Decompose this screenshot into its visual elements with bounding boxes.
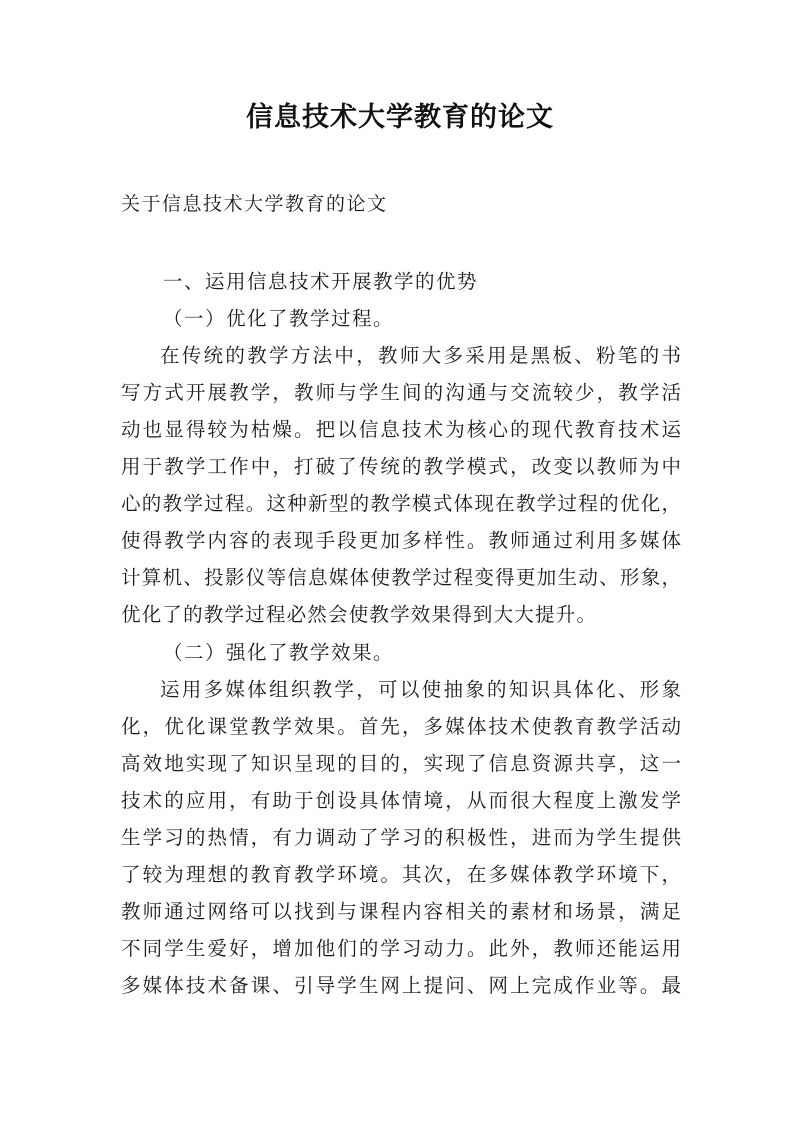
paragraph-line: 心的教学过程。这种新型的教学模式体现在教学过程的优化， xyxy=(121,492,681,515)
paragraph-line: 运用多媒体组织教学，可以使抽象的知识具体化、形象 xyxy=(160,678,681,701)
paragraph-line: 不同学生爱好，增加他们的学习动力。此外，教师还能运用 xyxy=(121,937,681,960)
paragraph-line: 动也显得较为枯燥。把以信息技术为核心的现代教育技术运 xyxy=(121,418,681,441)
paragraph-line: 用于教学工作中，打破了传统的教学模式，改变以教师为中 xyxy=(121,455,681,478)
document-subtitle: 关于信息技术大学教育的论文 xyxy=(121,193,388,215)
paragraph-line: 多媒体技术备课、引导学生网上提问、网上完成作业等。最 xyxy=(121,974,681,997)
document-title: 信息技术大学教育的论文 xyxy=(246,102,554,133)
paragraph-line: 在传统的教学方法中，教师大多采用是黑板、粉笔的书 xyxy=(160,344,681,367)
paragraph-line: 写方式开展教学，教师与学生间的沟通与交流较少，教学活 xyxy=(121,381,681,404)
paragraph-line: 生学习的热情，有力调动了学习的积极性，进而为学生提供 xyxy=(121,826,681,849)
paragraph-line: 高效地实现了知识呈现的目的，实现了信息资源共享，这一 xyxy=(121,752,681,775)
subsection-heading-1: （一）优化了教学过程。 xyxy=(163,307,395,330)
paragraph-line: 优化了的教学过程必然会使教学效果得到大大提升。 xyxy=(121,603,598,626)
paragraph-line: 教师通过网络可以找到与课程内容相关的素材和场景，满足 xyxy=(121,900,681,923)
paragraph-line: 计算机、投影仪等信息媒体使教学过程变得更加生动、形象， xyxy=(121,566,681,589)
paragraph-line: 了较为理想的教育教学环境。其次，在多媒体教学环境下， xyxy=(121,863,681,886)
paragraph-line: 技术的应用，有助于创设具体情境，从而很大程度上激发学 xyxy=(121,789,681,812)
subsection-heading-2: （二）强化了教学效果。 xyxy=(163,641,395,664)
paragraph-line: 使得教学内容的表现手段更加多样性。教师通过利用多媒体 xyxy=(121,529,681,552)
section-heading: 一、运用信息技术开展教学的优势 xyxy=(163,270,479,293)
paragraph-line: 化，优化课堂教学效果。首先，多媒体技术使教育教学活动 xyxy=(121,715,681,738)
